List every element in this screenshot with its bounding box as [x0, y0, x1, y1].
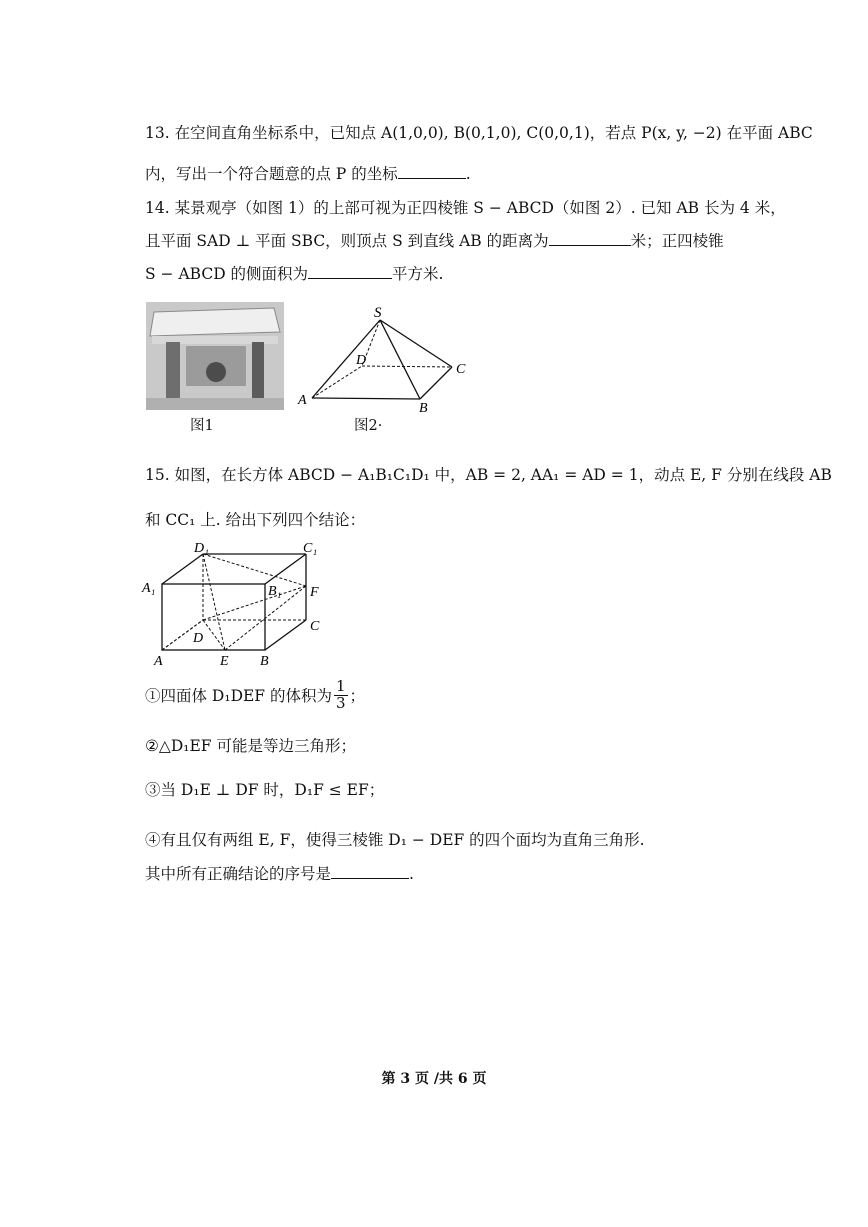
q15-line1: 15. 如图，在长方体 ABCD − A₁B₁C₁D₁ 中，AB = 2, AA₁ = AD = 1，动点 E, F 分别在线段 AB	[145, 466, 832, 484]
box-label-f: F	[310, 585, 319, 600]
q15-conclusion-4: ④有且仅有两组 E, F，使得三棱锥 D₁ − DEF 的四个面均为直角三角形.	[145, 831, 645, 849]
box-label-d1: D₁	[194, 541, 209, 556]
q15-question-text: 其中所有正确结论的序号是	[145, 865, 332, 883]
c1-denominator: 3	[336, 694, 346, 712]
q14-answer-blank-1	[549, 231, 631, 246]
box-label-b1: B₁	[268, 584, 282, 599]
q15-question-period: .	[409, 865, 414, 883]
box-label-d: D	[193, 631, 204, 646]
pyramid-figure	[292, 300, 472, 420]
box-label-a: A	[154, 654, 163, 669]
c1-prefix: ①四面体 D₁DEF 的体积为	[145, 687, 332, 705]
q14-line2-tail: 米；正四棱锥	[630, 232, 724, 250]
q14-line3-tail: 平方米.	[392, 265, 444, 283]
pyramid-label-b: B	[419, 401, 428, 416]
q13-answer-blank	[398, 164, 466, 179]
q14-answer-blank-2	[308, 264, 392, 279]
box-label-e: E	[220, 654, 229, 669]
pyramid-label-c: C	[456, 362, 466, 377]
pyramid-label-a: A	[298, 393, 307, 408]
box-label-b: B	[260, 654, 269, 669]
fig2-caption: 图2·	[354, 418, 383, 434]
q13-period: .	[465, 165, 471, 183]
q14-line3	[145, 262, 443, 284]
pyramid-label-d: D	[356, 353, 367, 368]
q13-line1: 13. 在空间直角坐标系中，已知点 A(1,0,0), B(0,1,0), C(0,0,1)，若点 P(x, y, −2) 在平面 ABC	[145, 124, 813, 142]
q15-question	[145, 862, 414, 884]
box-label-c1: C₁	[303, 541, 318, 556]
pavilion-photo	[146, 302, 284, 410]
cuboid-figure	[140, 538, 340, 673]
q15-conclusion-2: ②△D₁EF 可能是等边三角形；	[145, 737, 356, 755]
q14-line2	[145, 229, 724, 251]
pyramid-label-s: S	[374, 305, 382, 321]
c1-suffix: ；	[349, 687, 366, 705]
box-label-a1: A₁	[142, 581, 156, 596]
c1-fraction	[334, 679, 348, 711]
q15-line2: 和 CC₁ 上. 给出下列四个结论：	[145, 511, 366, 529]
fig1-caption: 图1	[190, 418, 214, 434]
q15-conclusion-1	[145, 677, 366, 712]
q13-line2-text: 内，写出一个符合题意的点 P 的坐标	[145, 165, 398, 183]
q15-conclusion-3: ③当 D₁E ⊥ DF 时，D₁F ≤ EF；	[145, 781, 385, 799]
q14-line2-text: 且平面 SAD ⊥ 平面 SBC，则顶点 S 到直线 AB 的距离为	[145, 232, 549, 250]
c1-numerator: 1	[336, 677, 346, 695]
q14-line1: 14. 某景观亭（如图 1）的上部可视为正四棱锥 S − ABCD（如图 2）. 已知 AB 长为 4 米，	[145, 199, 786, 217]
q13-line2	[145, 162, 471, 184]
q14-line3-text: S − ABCD 的侧面积为	[145, 265, 309, 283]
q15-answer-blank	[331, 864, 409, 879]
box-label-c: C	[310, 619, 320, 634]
page-footer: 第 3 页 /共 6 页	[381, 1071, 487, 1087]
